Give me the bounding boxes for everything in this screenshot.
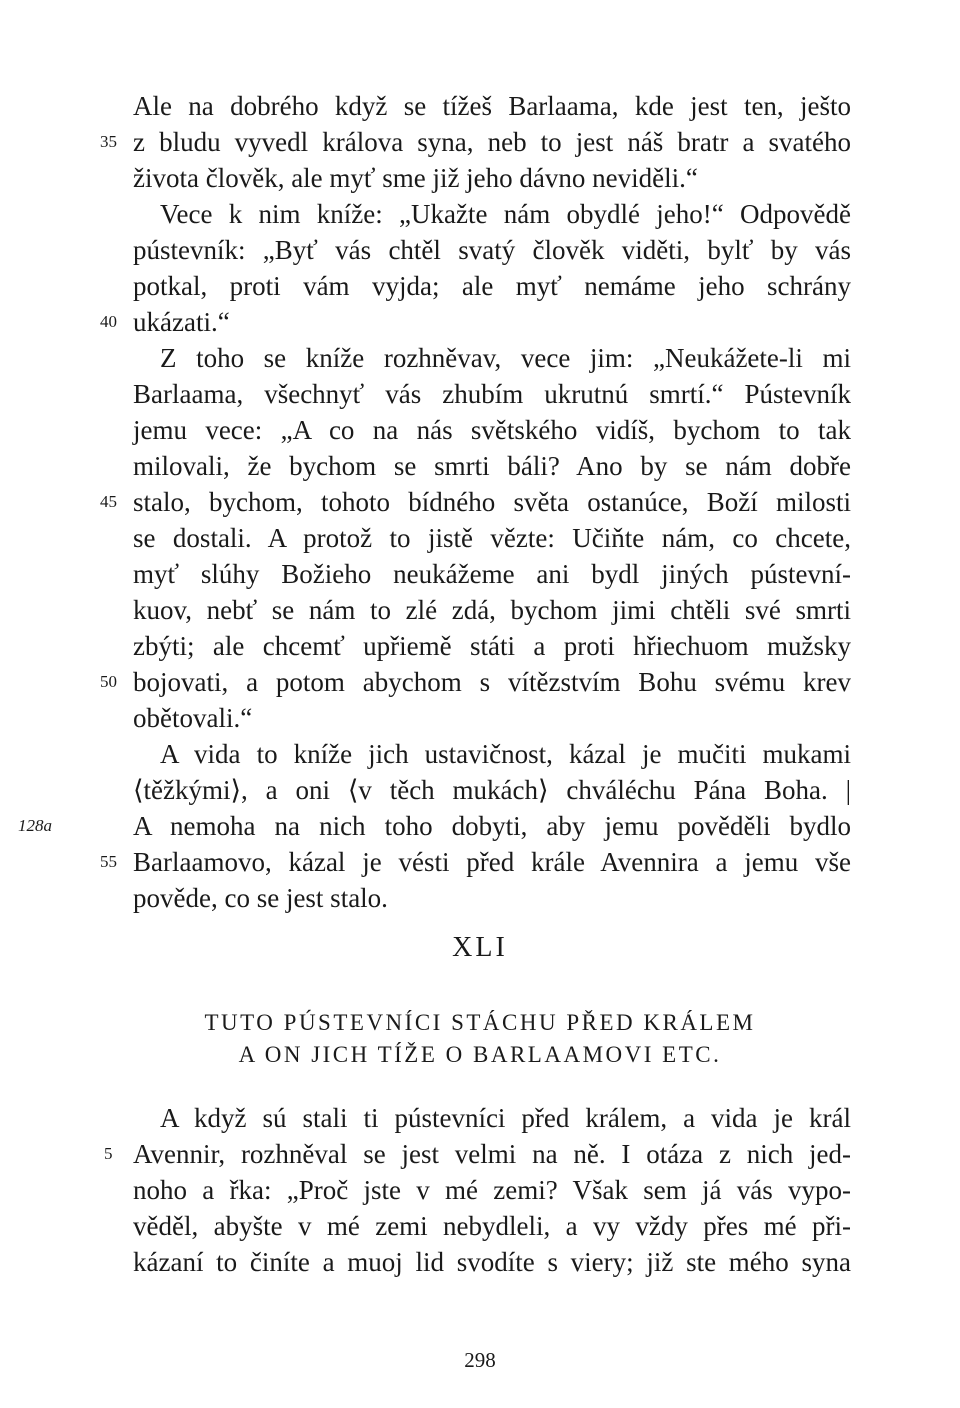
text-line: potkal, proti vám vyjda; ale myť nemáme jeho schrány bbox=[133, 271, 851, 301]
chapter-number: XLI bbox=[452, 932, 508, 963]
text-line: ukázati.“ bbox=[133, 307, 230, 337]
chapter-title-line: A ON JICH TÍŽE O BARLAAMOVI ETC. bbox=[238, 1042, 722, 1067]
text-line: A vida to kníže jich ustavičnost, kázal je mučiti mukami bbox=[160, 739, 851, 769]
text-line: z bludu vyvedl králova syna, neb to jest náš bratr a svatého bbox=[133, 127, 851, 157]
text-line: Ale na dobrého když se tížeš Barlaama, kde jest ten, ješto bbox=[133, 91, 851, 121]
page-number: 298 bbox=[464, 1348, 496, 1372]
text-line: kázaní to činíte a muoj lid svodíte s viery; již ste mého syna bbox=[133, 1247, 851, 1277]
text-line: myť slúhy Božieho neukážeme ani bydl jiných pústevní- bbox=[133, 559, 851, 589]
chapter-title-line: TUTO PÚSTEVNÍCI STÁCHU PŘED KRÁLEM bbox=[204, 1010, 756, 1035]
text-line: pústevník: „Byť vás chtěl svatý člověk viděti, bylť by vás bbox=[133, 235, 851, 265]
text-line: obětovali.“ bbox=[133, 703, 253, 733]
text-line: života člověk, ale myť sme již jeho dávno neviděli.“ bbox=[133, 163, 698, 193]
text-line: Z toho se kníže rozhněvav, vece jim: „Neukážete-li mi bbox=[160, 343, 851, 373]
text-line: milovali, že bychom se smrti báli? Ano by se nám dobře bbox=[133, 451, 851, 481]
text-line: pověde, co se jest stalo. bbox=[133, 883, 388, 913]
line-number: 40 bbox=[100, 312, 117, 331]
line-number: 50 bbox=[100, 672, 117, 691]
line-number: 55 bbox=[100, 852, 117, 871]
text-line: Avennir, rozhněval se jest velmi na ně. I otáza z nich jed- bbox=[133, 1139, 851, 1169]
text-line: stalo, bychom, tohoto bídného světa ostanúce, Boží milosti bbox=[133, 487, 851, 517]
text-line: bojovati, a potom abychom s vítězstvím Bohu svému krev bbox=[133, 667, 851, 697]
text-line: věděl, abyšte v mé zemi nebydleli, a vy vždy přes mé při- bbox=[133, 1211, 851, 1241]
line-number: 5 bbox=[104, 1144, 113, 1163]
text-line: A nemoha na nich toho dobyti, aby jemu pověděli bydlo bbox=[133, 811, 851, 841]
text-line: ⟨těžkými⟩, a oni ⟨v těch mukách⟩ chváléchu Pána Boha. | bbox=[133, 775, 851, 805]
line-number: 35 bbox=[100, 132, 117, 151]
text-line: jemu vece: „A co na nás světského vidíš, bychom to tak bbox=[133, 415, 851, 445]
text-line: kuov, nebť se nám to zlé zdá, bychom jimi chtěli své smrti bbox=[133, 595, 851, 625]
text-line: Vece k nim kníže: „Ukažte nám obydlé jeho!“ Odpovědě bbox=[160, 199, 851, 229]
line-number: 45 bbox=[100, 492, 117, 511]
folio-marker: 128a bbox=[18, 816, 52, 835]
text-line: Barlaama, všechnyť vás zhubím ukrutnú smrtí.“ Pústevník bbox=[133, 379, 851, 409]
text-line: noho a řka: „Proč jste v mé zemi? Však sem já vás vypo- bbox=[133, 1175, 851, 1205]
text-line: zbýti; ale chcemť upřiemě státi a proti hřiechuom mužsky bbox=[133, 631, 851, 661]
text-line: A když sú stali ti pústevníci před králem, a vida je král bbox=[160, 1103, 851, 1133]
text-line: Barlaamovo, kázal je vésti před krále Avennira a jemu vše bbox=[133, 847, 851, 877]
text-line: se dostali. A protož to jistě vězte: Učiňte nám, co chcete, bbox=[133, 523, 851, 553]
